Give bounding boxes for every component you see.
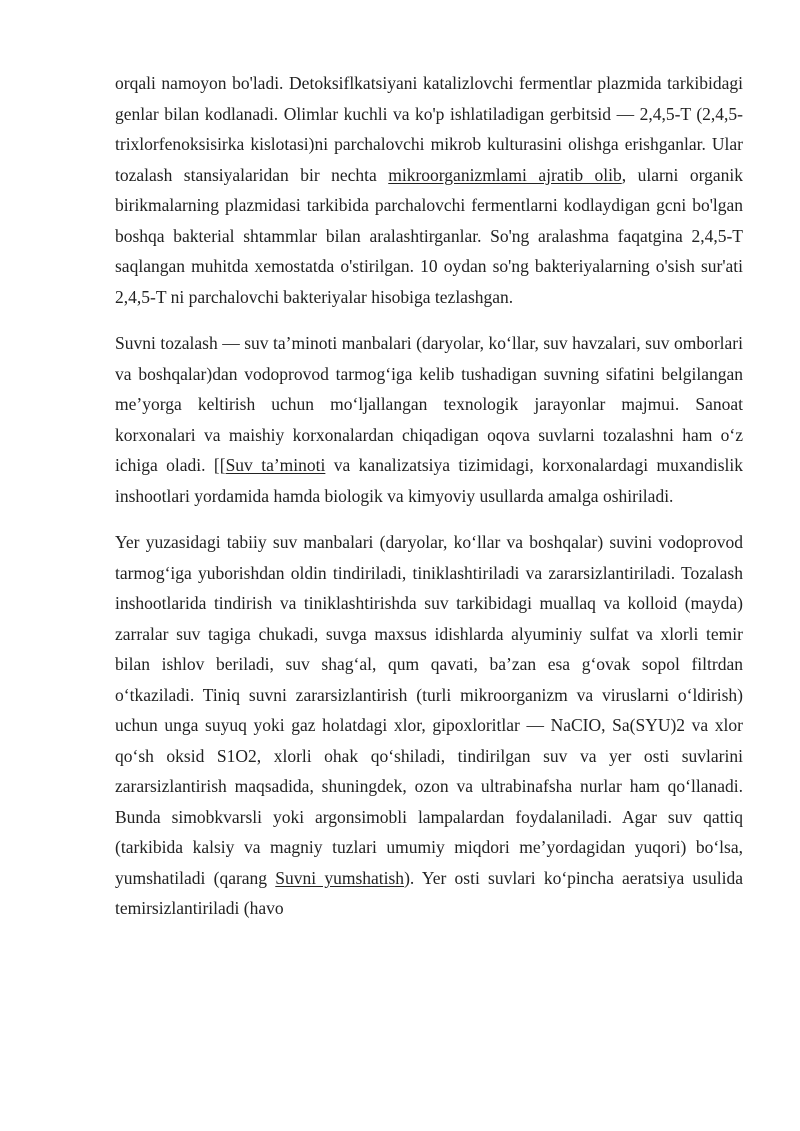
link-suvni-yumshatish[interactable]: Suvni yumshatish (275, 867, 405, 888)
paragraph-water-treatment (115, 328, 743, 511)
paragraph-surface-water (115, 527, 743, 924)
paragraph-text: va kanalizatsiya tizimidagi, korxonalardagi muxandislik inshootlari yordamida hamda biologik va kimyoviy usullarda amalga oshiriladi. (115, 455, 744, 506)
paragraph-text: ). Yer osti suvlari ko‘pincha aeratsiya usulida temirsizlantiriladi (havo (115, 867, 743, 918)
paragraph-detoxification (115, 68, 743, 312)
link-mikroorganizmlami[interactable]: mikroorganizmlami ajratib olib (388, 164, 622, 185)
paragraph-text: , ularni organik birikmalarning plazmidasi tarkibida parchalovchi fermentlarni kodlaydigan gcni bo'lgan boshqa bakterial shtammlar bilan aralashtirganlar. So'ng aralashma faqatgina 2,4,5-T saqlangan muhitda xemostatda o'stirilgan. 10 oydan so'ng bakteriyalarning o'sish sur'ati 2,4,5-T ni parchalovchi bakteriyalar hisobiga tezlashgan. (115, 164, 743, 307)
link-suv-taminoti[interactable]: Suv ta’minoti (225, 455, 326, 475)
paragraph-text: orqali namoyon bo'ladi. Detoksiflkatsiyani katalizlovchi fermentlar plazmida tarkibidagi genlar bilan kodlanadi. Olimlar kuchli va ko'p ishlatiladigan gerbitsid — 2,4,5-T (2,4,5-trixlorfenoksisirka kislotasi)ni parchalovchi mikrob kulturasini olishga erishganlar. Ular tozalash stansiyalaridan bir nechta (115, 73, 743, 185)
paragraph-text: Suvni tozalash — suv ta’minoti manbalari (daryolar, ko‘llar, suv havzalari, suv omborlari va boshqalar)dan vodoprovod tarmog‘iga kelib tushadigan suvning sifatini belgilangan me’yorga keltirish uchun mo‘ljallangan texnologik jarayonlar majmui. Sanoat korxonalari va maishiy korxonalardan chiqadigan oqova suvlarni tozalashni ham o‘z ichiga oladi. [[ (115, 333, 743, 475)
paragraph-text: Yer yuzasidagi tabiiy suv manbalari (daryolar, ko‘llar va boshqalar) suvini vodoprovod tarmog‘iga yuborishdan oldin tindiriladi, tiniklashtiriladi va zararsizlantiriladi. Tozalash inshootlarida tindirish va tiniklashtirishda suv tarkibidagi muallaq va kolloid (mayda) zarralar suv tagiga chukadi, suvga maxsus idishlarda alyuminiy sulfat va xlorli temir bilan ishlov beriladi, suv shag‘al, qum qavati, ba’zan esa g‘ovak sopol filtrdan o‘tkaziladi. Tiniq suvni zararsizlantirish (turli mikroorganizm va viruslarni o‘ldirish) uchun unga suyuq yoki gaz holatdagi xlor, gipoxloritlar — NaCIO, Sa(SYU)2 va xlor qo‘sh oksid S1O2, xlorli ohak qo‘shiladi, tindirilgan suv va yer osti suvlarini zararsizlantirish maqsadida, shuningdek, ozon va ultrabinafsha nurlar ham qo‘llanadi. Bunda simobkvarsli yoki argonsimobli lampalardan foydalaniladi. Agar suv qattiq (tarkibida kalsiy va magniy tuzlari umumiy miqdori me’yordagidan yuqori) bo‘lsa, yumshatiladi (qarang (115, 532, 743, 888)
document-page (115, 68, 743, 940)
